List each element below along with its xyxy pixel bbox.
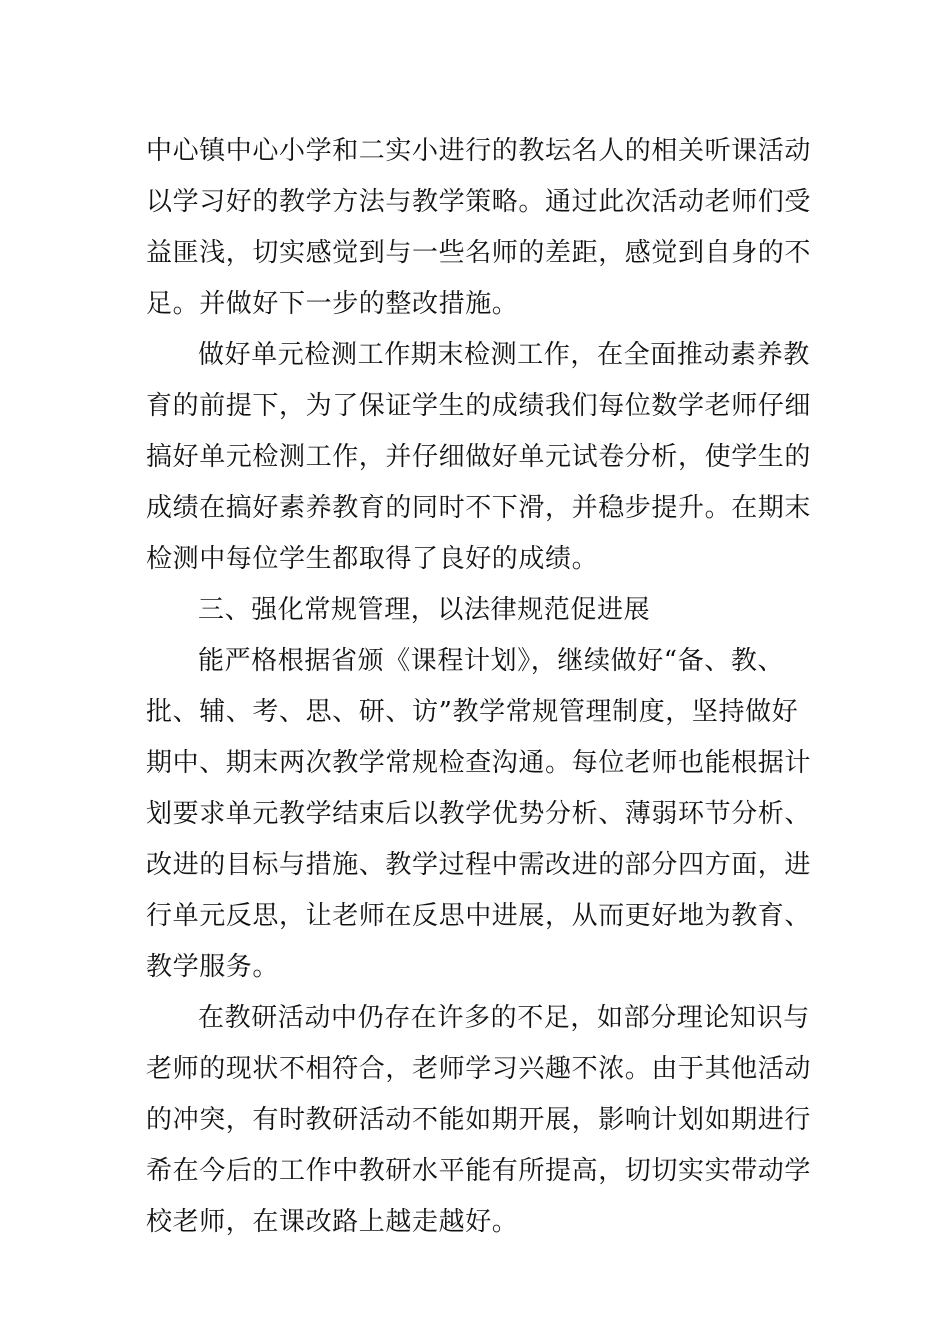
- text-line: 以学习好的教学方法与教学策略。通过此次活动老师们受: [146, 187, 812, 217]
- paragraph-first-line: 在教研活动中仍存在许多的不足，如部分理论知识与: [198, 1003, 810, 1033]
- text-line: 益匪浅，切实感觉到与一些名师的差距，感觉到自身的不: [146, 238, 812, 268]
- text-line: 校老师，在课改路上越走越好。: [146, 1207, 519, 1237]
- text-line: 中心镇中心小学和二实小进行的教坛名人的相关听课活动: [146, 136, 812, 166]
- text-line: 检测中每位学生都取得了良好的成绩。: [146, 544, 599, 574]
- text-line: 搞好单元检测工作，并仔细做好单元试卷分析，使学生的: [146, 442, 812, 472]
- document-body: [146, 126, 812, 1248]
- section-heading: 三、强化常规管理，以法律规范促进展: [198, 595, 651, 625]
- text-line: 育的前提下，为了保证学生的成绩我们每位数学老师仔细: [146, 391, 812, 421]
- text-line: 希在今后的工作中教研水平能有所提高，切切实实带动学: [146, 1156, 812, 1186]
- text-line: 足。并做好下一步的整改措施。: [146, 289, 519, 319]
- text-line: 划要求单元教学结束后以教学优势分析、薄弱环节分析、: [146, 799, 812, 829]
- text-line: 成绩在搞好素养教育的同时不下滑，并稳步提升。在期末: [146, 493, 812, 523]
- text-line: 批、辅、考、思、研、访”教学常规管理制度，坚持做好: [146, 697, 799, 727]
- text-line: 老师的现状不相符合，老师学习兴趣不浓。由于其他活动: [146, 1054, 812, 1084]
- text-line: 的冲突，有时教研活动不能如期开展，影响计划如期进行: [146, 1105, 812, 1135]
- paragraph-first-line: 做好单元检测工作期末检测工作，在全面推动素养教: [198, 340, 810, 370]
- text-line: 行单元反思，让老师在反思中进展，从而更好地为教育、: [146, 901, 812, 931]
- paragraph-first-line: 能严格根据省颁《课程计划》，继续做好“备、教、: [198, 646, 785, 676]
- text-line: 教学服务。: [146, 952, 280, 982]
- text-line: 期中、期末两次教学常规检查沟通。每位老师也能根据计: [146, 748, 812, 778]
- text-line: 改进的目标与措施、教学过程中需改进的部分四方面，进: [146, 850, 812, 880]
